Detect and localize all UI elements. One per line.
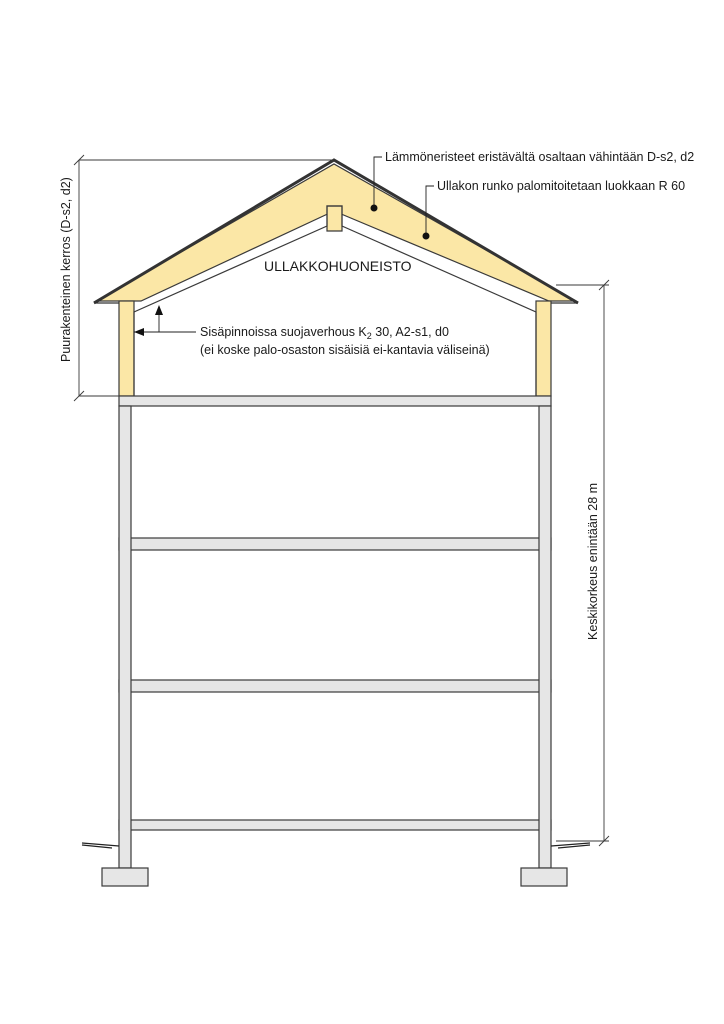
insulation-note: Lämmöneristeet eristävältä osaltaan vähintään D-s2, d2 [385, 150, 695, 164]
lining-rest-text: 30, A2-s1, d0 [371, 325, 449, 339]
footing-left [102, 868, 148, 886]
ground-lines [82, 843, 590, 848]
left-attic-wall [119, 301, 134, 396]
slab-attic-floor [119, 396, 551, 406]
room-label: ULLAKKOHUONEISTO [264, 258, 412, 274]
inner-lining [134, 206, 536, 396]
lining-main-text: Sisäpinnoissa suojaverhous K [200, 325, 367, 339]
dimension-height [556, 280, 609, 846]
wall-left [119, 406, 131, 868]
height-dimension-label: Keskikorkeus enintään 28 m [586, 482, 600, 640]
lining-note [200, 325, 449, 341]
lining-exception-note: (ei koske palo-osaston sisäisiä ei-kantavia väliseinä) [200, 343, 490, 357]
slab-floor-1 [119, 680, 551, 692]
wall-right [539, 406, 551, 868]
leader-lining [134, 305, 196, 336]
slab-ground [119, 820, 551, 830]
ridge-collar [327, 206, 342, 231]
concrete-frame [102, 396, 567, 886]
attic-structure [94, 160, 578, 396]
wood-layer-dimension-label: Puurakenteinen kerros (D-s2, d2) [59, 177, 73, 362]
roof-frame-note: Ullakon runko palomitoitetaan luokkaan R 60 [437, 179, 686, 193]
slab-floor-2 [119, 538, 551, 550]
lining-subscript: 2 [366, 331, 372, 341]
right-attic-wall [536, 301, 551, 396]
footing-right [521, 868, 567, 886]
